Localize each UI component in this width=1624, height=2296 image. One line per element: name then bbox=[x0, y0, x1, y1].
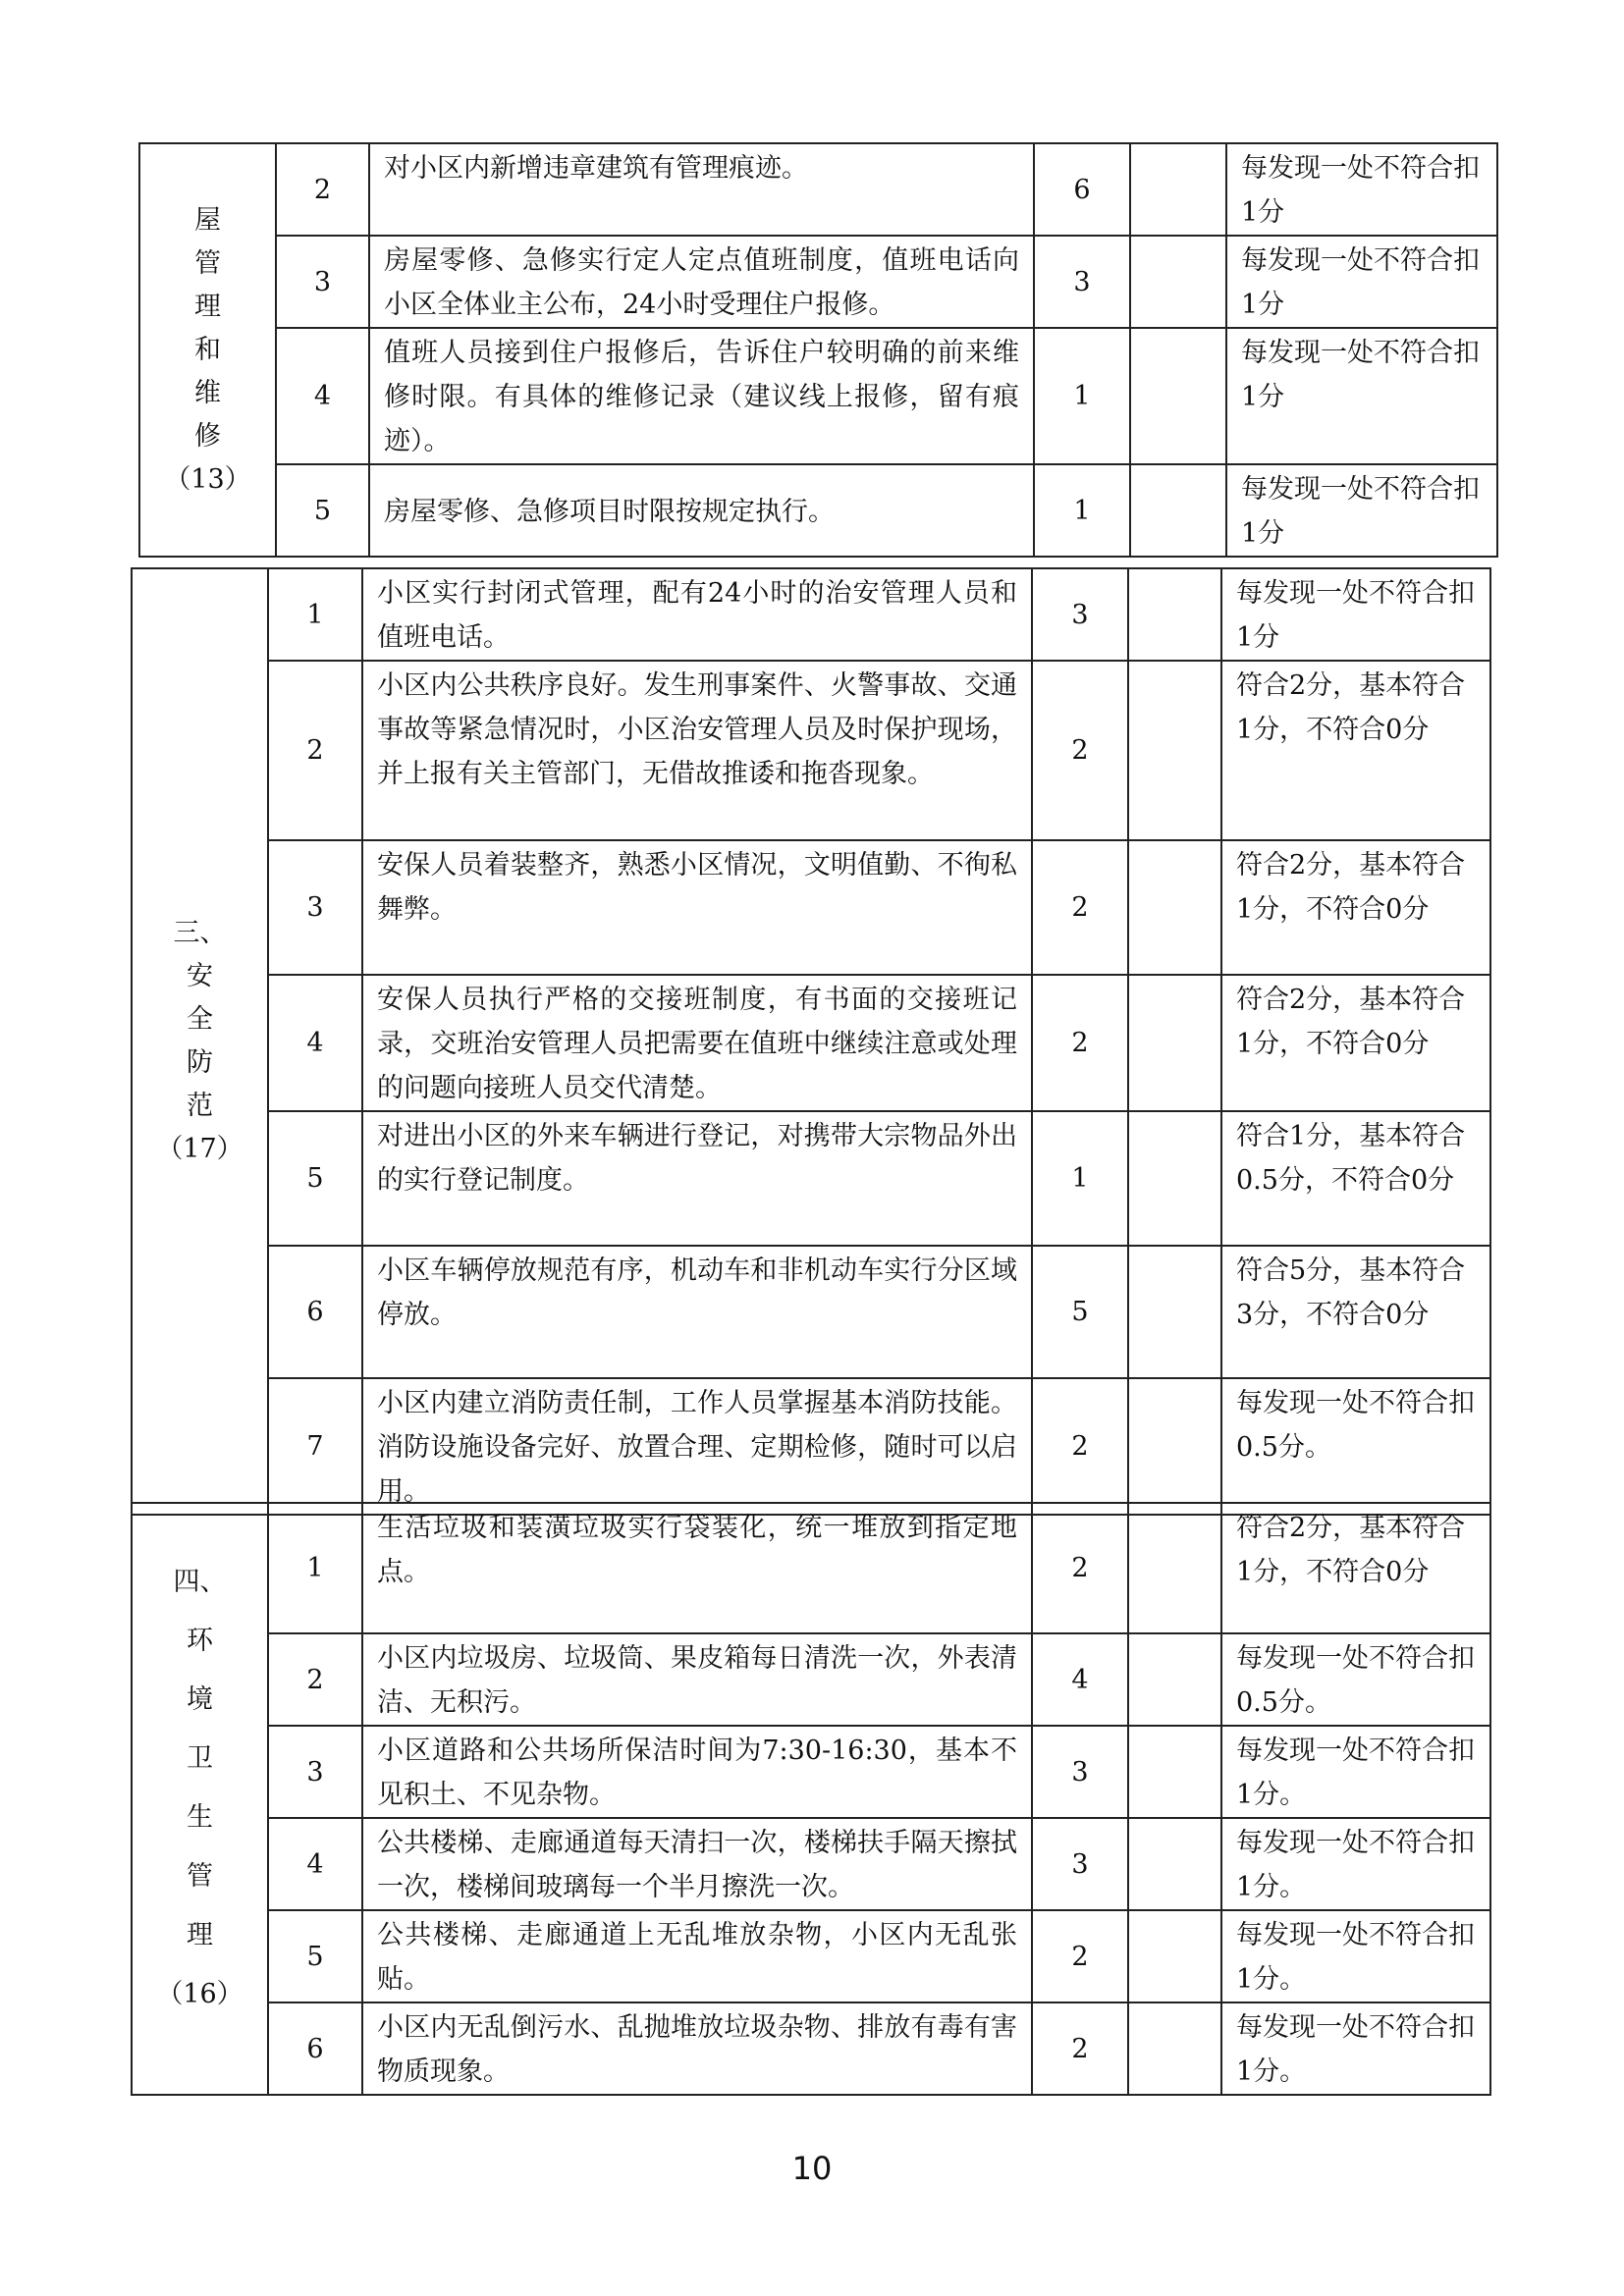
item-number: 5 bbox=[268, 1910, 362, 2002]
blank-cell bbox=[1130, 143, 1226, 236]
scoring-rule: 符合2分，基本符合1分，不符合0分 bbox=[1221, 1503, 1490, 1633]
security-table bbox=[131, 567, 1491, 1516]
item-score: 4 bbox=[1032, 1633, 1128, 1726]
housing-maintenance-table bbox=[138, 142, 1498, 558]
blank-cell bbox=[1128, 2002, 1221, 2095]
item-score: 2 bbox=[1032, 1503, 1128, 1633]
item-description: 公共楼梯、走廊通道每天清扫一次，楼梯扶手隔天擦拭一次，楼梯间玻璃每一个半月擦洗一次。 bbox=[362, 1818, 1032, 1910]
item-description: 房屋零修、急修项目时限按规定执行。 bbox=[369, 464, 1034, 557]
item-number: 4 bbox=[276, 328, 369, 464]
blank-cell bbox=[1128, 1726, 1221, 1818]
item-number: 2 bbox=[276, 143, 369, 236]
item-description: 安保人员执行严格的交接班制度，有书面的交接班记录，交班治安管理人员把需要在值班中继续注意或处理的问题向接班人员交代清楚。 bbox=[362, 975, 1032, 1111]
item-number: 5 bbox=[276, 464, 369, 557]
item-score: 1 bbox=[1034, 328, 1130, 464]
item-score: 2 bbox=[1032, 661, 1128, 840]
item-number: 7 bbox=[268, 1378, 362, 1515]
blank-cell bbox=[1128, 1503, 1221, 1633]
item-description: 小区实行封闭式管理，配有24小时的治安管理人员和值班电话。 bbox=[362, 568, 1032, 661]
blank-cell bbox=[1128, 661, 1221, 840]
item-score: 2 bbox=[1032, 1378, 1128, 1515]
blank-cell bbox=[1128, 1378, 1221, 1515]
item-score: 2 bbox=[1032, 2002, 1128, 2095]
item-score: 2 bbox=[1032, 975, 1128, 1111]
item-number: 1 bbox=[268, 1503, 362, 1633]
item-description: 小区道路和公共场所保洁时间为7:30-16:30，基本不见积土、不见杂物。 bbox=[362, 1726, 1032, 1818]
item-number: 3 bbox=[276, 236, 369, 328]
blank-cell bbox=[1128, 568, 1221, 661]
item-description: 小区内建立消防责任制，工作人员掌握基本消防技能。消防设施设备完好、放置合理、定期检修，随时可以启用。 bbox=[362, 1378, 1032, 1515]
item-number: 5 bbox=[268, 1111, 362, 1246]
scoring-rule: 每发现一处不符合扣1分 bbox=[1226, 464, 1497, 557]
scoring-rule: 符合2分，基本符合1分，不符合0分 bbox=[1221, 840, 1490, 975]
item-number: 2 bbox=[268, 1633, 362, 1726]
item-score: 1 bbox=[1032, 1111, 1128, 1246]
item-number: 6 bbox=[268, 1246, 362, 1378]
item-score: 2 bbox=[1032, 840, 1128, 975]
item-score: 2 bbox=[1032, 1910, 1128, 2002]
scoring-rule: 符合2分，基本符合1分，不符合0分 bbox=[1221, 975, 1490, 1111]
item-score: 3 bbox=[1034, 236, 1130, 328]
item-description: 安保人员着装整齐，熟悉小区情况，文明值勤、不徇私舞弊。 bbox=[362, 840, 1032, 975]
item-score: 6 bbox=[1034, 143, 1130, 236]
item-description: 值班人员接到住户报修后，告诉住户较明确的前来维修时限。有具体的维修记录（建议线上报修，留有痕迹）。 bbox=[369, 328, 1034, 464]
blank-cell bbox=[1130, 464, 1226, 557]
item-number: 3 bbox=[268, 840, 362, 975]
blank-cell bbox=[1130, 328, 1226, 464]
item-description: 小区车辆停放规范有序，机动车和非机动车实行分区域停放。 bbox=[362, 1246, 1032, 1378]
scoring-rule: 符合1分，基本符合0.5分，不符合0分 bbox=[1221, 1111, 1490, 1246]
blank-cell bbox=[1128, 1111, 1221, 1246]
scoring-rule: 符合5分，基本符合3分，不符合0分 bbox=[1221, 1246, 1490, 1378]
item-number: 4 bbox=[268, 1818, 362, 1910]
blank-cell bbox=[1130, 236, 1226, 328]
blank-cell bbox=[1128, 1633, 1221, 1726]
category-cell: 屋 管 理 和 维 修 （13） bbox=[139, 143, 276, 557]
page-number: 10 bbox=[791, 2150, 833, 2187]
item-description: 公共楼梯、走廊通道上无乱堆放杂物，小区内无乱张贴。 bbox=[362, 1910, 1032, 2002]
scoring-rule: 每发现一处不符合扣1分。 bbox=[1221, 1726, 1490, 1818]
category-cell: 四、 环 境 卫 生 管 理 （16） bbox=[132, 1503, 268, 2095]
item-score: 1 bbox=[1034, 464, 1130, 557]
scoring-rule: 每发现一处不符合扣1分。 bbox=[1221, 2002, 1490, 2095]
scoring-rule: 每发现一处不符合扣1分。 bbox=[1221, 1818, 1490, 1910]
item-score: 3 bbox=[1032, 568, 1128, 661]
item-number: 4 bbox=[268, 975, 362, 1111]
item-description: 小区内公共秩序良好。发生刑事案件、火警事故、交通事故等紧急情况时，小区治安管理人员及时保护现场，并上报有关主管部门，无借故推诿和拖沓现象。 bbox=[362, 661, 1032, 840]
blank-cell bbox=[1128, 1246, 1221, 1378]
scoring-rule: 每发现一处不符合扣1分 bbox=[1226, 143, 1497, 236]
blank-cell bbox=[1128, 1910, 1221, 2002]
item-description: 小区内无乱倒污水、乱抛堆放垃圾杂物、排放有毒有害物质现象。 bbox=[362, 2002, 1032, 2095]
item-description: 对进出小区的外来车辆进行登记，对携带大宗物品外出的实行登记制度。 bbox=[362, 1111, 1032, 1246]
item-description: 对小区内新增违章建筑有管理痕迹。 bbox=[369, 143, 1034, 236]
scoring-rule: 每发现一处不符合扣1分 bbox=[1226, 236, 1497, 328]
blank-cell bbox=[1128, 975, 1221, 1111]
item-number: 6 bbox=[268, 2002, 362, 2095]
category-cell: 三、 安 全 防 范 （17） bbox=[132, 568, 268, 1515]
item-number: 2 bbox=[268, 661, 362, 840]
item-score: 3 bbox=[1032, 1726, 1128, 1818]
scoring-rule: 符合2分，基本符合1分，不符合0分 bbox=[1221, 661, 1490, 840]
scoring-rule: 每发现一处不符合扣1分。 bbox=[1221, 1910, 1490, 2002]
item-number: 3 bbox=[268, 1726, 362, 1818]
scoring-rule: 每发现一处不符合扣1分 bbox=[1226, 328, 1497, 464]
item-score: 3 bbox=[1032, 1818, 1128, 1910]
scoring-rule: 每发现一处不符合扣0.5分。 bbox=[1221, 1633, 1490, 1726]
blank-cell bbox=[1128, 1818, 1221, 1910]
blank-cell bbox=[1128, 840, 1221, 975]
sanitation-table bbox=[131, 1502, 1491, 2096]
item-description: 房屋零修、急修实行定人定点值班制度，值班电话向小区全体业主公布，24小时受理住户报修。 bbox=[369, 236, 1034, 328]
scoring-rule: 每发现一处不符合扣1分 bbox=[1221, 568, 1490, 661]
item-description: 小区内垃圾房、垃圾筒、果皮箱每日清洗一次，外表清洁、无积污。 bbox=[362, 1633, 1032, 1726]
item-description: 生活垃圾和装潢垃圾实行袋装化，统一堆放到指定地点。 bbox=[362, 1503, 1032, 1633]
scoring-rule: 每发现一处不符合扣0.5分。 bbox=[1221, 1378, 1490, 1515]
item-score: 5 bbox=[1032, 1246, 1128, 1378]
item-number: 1 bbox=[268, 568, 362, 661]
